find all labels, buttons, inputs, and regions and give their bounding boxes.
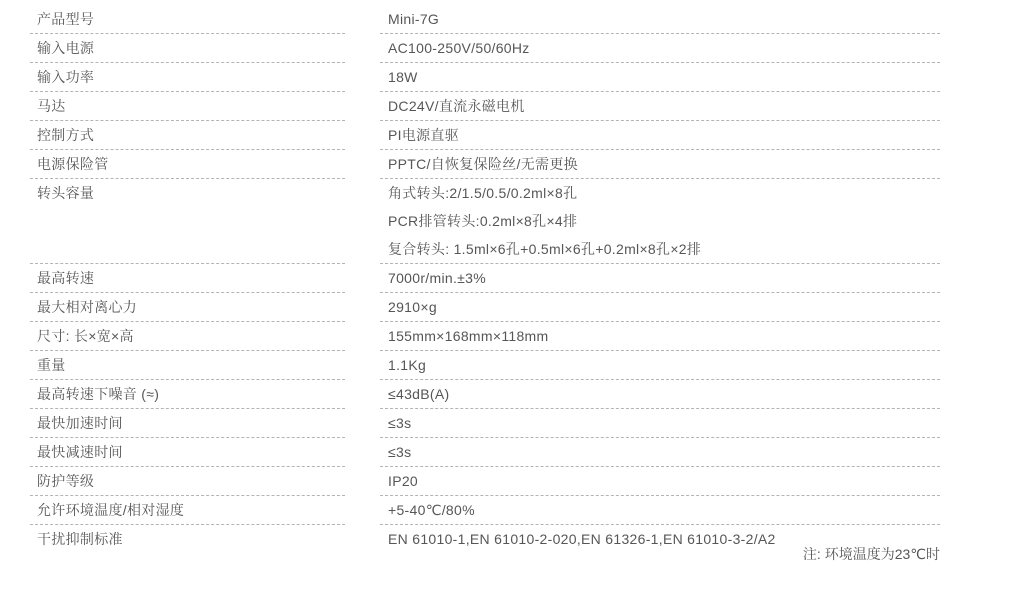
table-row <box>30 34 940 63</box>
spec-value-cell <box>380 150 940 179</box>
spec-label: 输入电源 <box>37 40 95 56</box>
spec-label-cell <box>30 380 345 409</box>
spec-value-line: PCR排管转头:0.2ml×8孔×4排 <box>388 213 578 229</box>
spec-value-cell <box>380 438 940 467</box>
table-row <box>30 150 940 179</box>
table-row <box>30 63 940 92</box>
spec-label-cell <box>30 92 345 121</box>
table-row <box>30 179 940 264</box>
spec-label: 防护等级 <box>37 473 95 489</box>
spec-table <box>30 5 940 553</box>
spec-value-line: PPTC/自恢复保险丝/无需更换 <box>388 156 578 172</box>
spec-value-line: ≤43dB(A) <box>388 386 450 402</box>
spec-value-cell <box>380 92 940 121</box>
spec-label: 输入功率 <box>37 69 95 85</box>
spec-label: 马达 <box>37 98 66 114</box>
spec-label-cell <box>30 438 345 467</box>
spec-value-cell <box>380 293 940 322</box>
spec-label-cell <box>30 121 345 150</box>
spec-label-cell <box>30 525 345 553</box>
spec-label-cell <box>30 5 345 34</box>
spec-value-line: IP20 <box>388 473 418 489</box>
spec-label: 转头容量 <box>37 185 95 201</box>
table-row <box>30 467 940 496</box>
table-row <box>30 438 940 467</box>
spec-value-line: EN 61010-1,EN 61010-2-020,EN 61326-1,EN 61010-3-2/A2 <box>388 531 776 547</box>
spec-value-cell <box>380 264 940 293</box>
spec-value-line: AC100-250V/50/60Hz <box>388 40 530 56</box>
spec-value-line: 1.1Kg <box>388 357 427 373</box>
spec-value-cell <box>380 496 940 525</box>
spec-label: 最高转速下噪音 (≈) <box>37 386 160 402</box>
spec-value-cell <box>380 34 940 63</box>
spec-label: 控制方式 <box>37 127 95 143</box>
spec-value-line: 2910×g <box>388 299 437 315</box>
spec-label-cell <box>30 351 345 380</box>
spec-label: 最快加速时间 <box>37 415 123 431</box>
spec-label: 允许环境温度/相对湿度 <box>37 502 185 518</box>
spec-label-cell <box>30 293 345 322</box>
footnote-note: 注: 环境温度为23℃时 <box>802 546 940 562</box>
spec-value-line: Mini-7G <box>388 11 440 27</box>
spec-label-cell <box>30 179 345 264</box>
spec-label-cell <box>30 322 345 351</box>
spec-label-cell <box>30 150 345 179</box>
spec-label: 电源保险管 <box>37 156 109 172</box>
spec-label-cell <box>30 63 345 92</box>
spec-label-cell <box>30 467 345 496</box>
spec-label: 最高转速 <box>37 270 95 286</box>
spec-value-cell <box>380 467 940 496</box>
spec-value-cell <box>380 179 940 264</box>
table-row <box>30 496 940 525</box>
spec-value-line: +5-40℃/80% <box>388 502 475 518</box>
spec-value-cell <box>380 63 940 92</box>
spec-value-cell <box>380 322 940 351</box>
table-row <box>30 264 940 293</box>
table-row <box>30 92 940 121</box>
table-row <box>30 380 940 409</box>
spec-value-cell <box>380 380 940 409</box>
spec-label: 最大相对离心力 <box>37 299 138 315</box>
spec-label: 产品型号 <box>37 11 95 27</box>
table-row <box>30 322 940 351</box>
spec-value-line: 18W <box>388 69 418 85</box>
spec-value-line: 复合转头: 1.5ml×6孔+0.5ml×6孔+0.2ml×8孔×2排 <box>388 241 702 257</box>
spec-value-line: DC24V/直流永磁电机 <box>388 98 525 114</box>
spec-value-line: ≤3s <box>388 444 412 460</box>
spec-label: 最快减速时间 <box>37 444 123 460</box>
spec-value-line: 角式转头:2/1.5/0.5/0.2ml×8孔 <box>388 185 578 201</box>
spec-label-cell <box>30 34 345 63</box>
table-row <box>30 293 940 322</box>
spec-label: 重量 <box>37 357 66 373</box>
spec-label-cell <box>30 496 345 525</box>
spec-value-cell <box>380 121 940 150</box>
spec-value-line: PI电源直驱 <box>388 127 460 143</box>
table-row <box>30 409 940 438</box>
spec-value-cell <box>380 409 940 438</box>
spec-value-cell <box>380 351 940 380</box>
spec-label-cell <box>30 409 345 438</box>
spec-value-line: 155mm×168mm×118mm <box>388 328 549 344</box>
spec-label: 干扰抑制标准 <box>37 531 123 547</box>
spec-label-cell <box>30 264 345 293</box>
table-row <box>30 5 940 34</box>
spec-value-line: 7000r/min.±3% <box>388 270 486 286</box>
spec-value-cell <box>380 5 940 34</box>
spec-label: 尺寸: 长×宽×高 <box>37 328 134 344</box>
table-row <box>30 121 940 150</box>
spec-value-line: ≤3s <box>388 415 412 431</box>
table-row <box>30 351 940 380</box>
